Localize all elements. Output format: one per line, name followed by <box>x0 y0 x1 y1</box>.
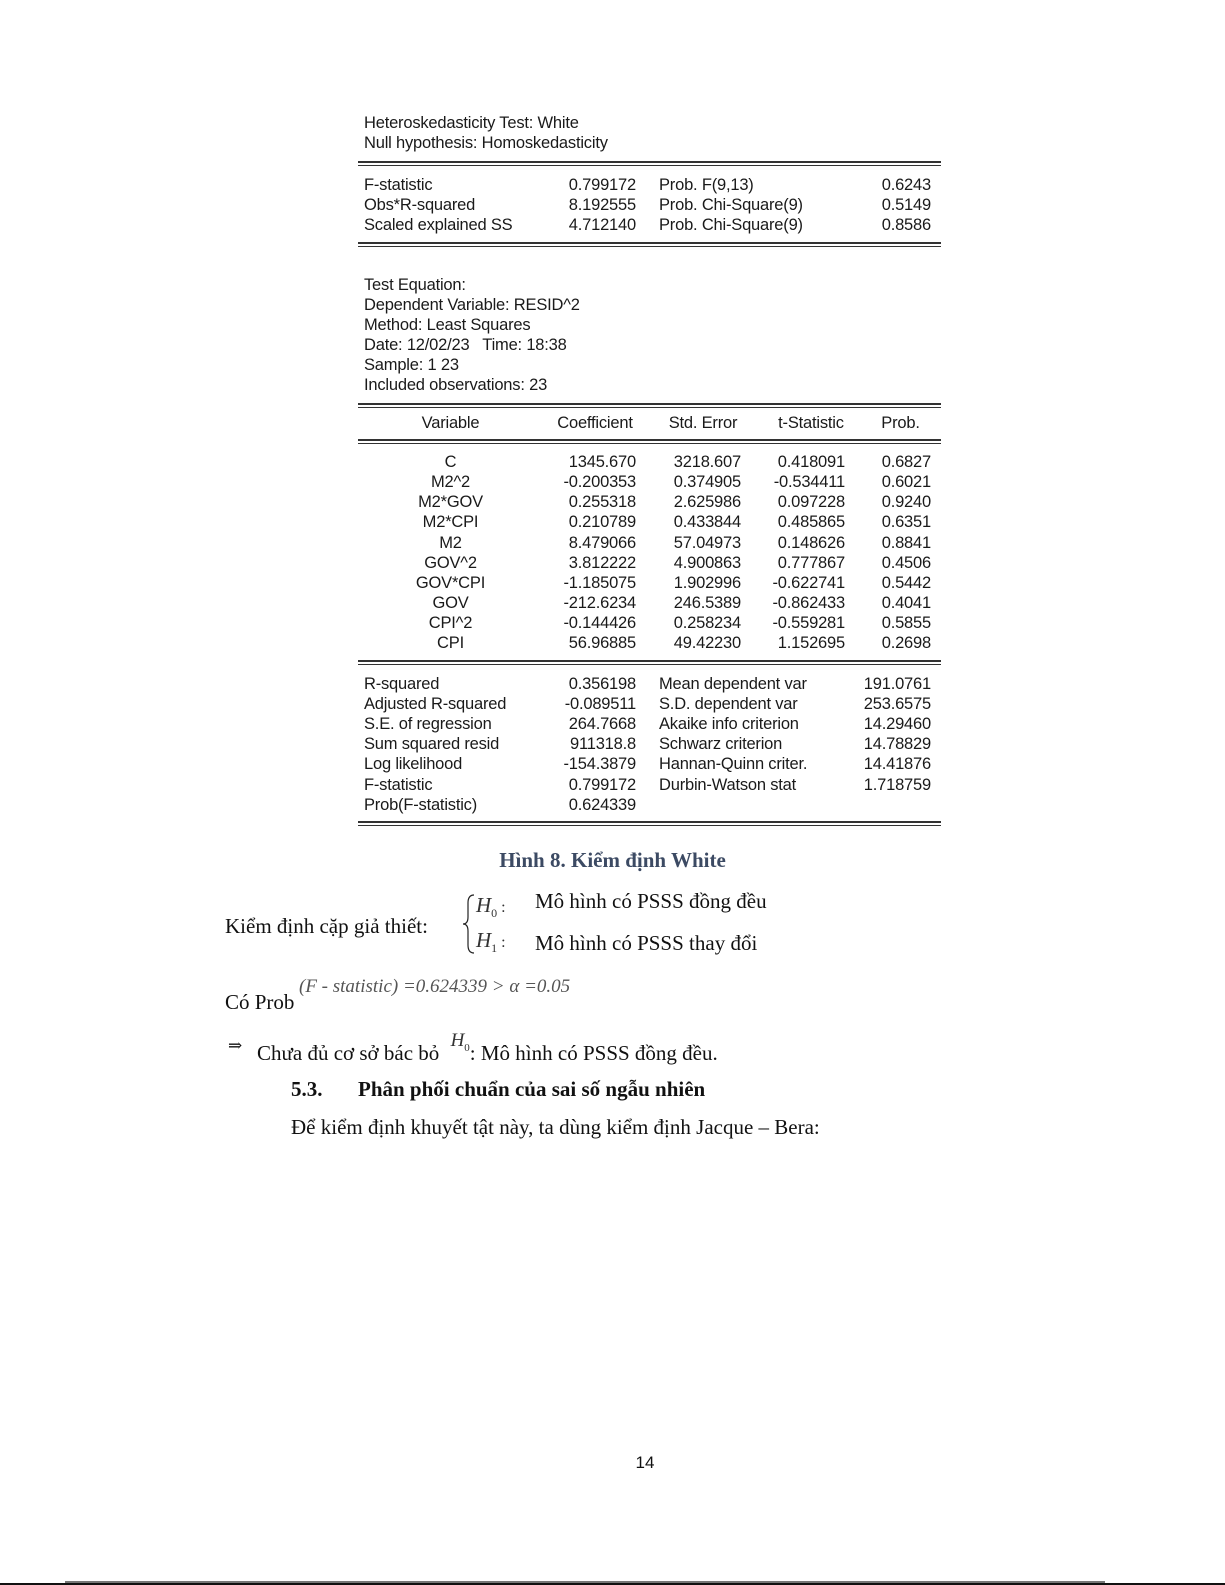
conclusion-line: Chưa đủ cơ sở bác bỏ $H_0$: Mô hình có PSSS đồng đều. <box>257 1030 718 1065</box>
table-row: M2*CPI 0.210789 0.433844 0.485865 0.6351 <box>422 513 931 532</box>
h0-text: Mô hình có PSSS đồng đều <box>535 889 767 913</box>
table-row: M2^2 -0.200353 0.374905 -0.534411 0.6021 <box>430 472 931 491</box>
table-row: C 1345.670 3218.607 0.418091 0.6827 <box>444 452 931 471</box>
rule-double <box>358 821 941 826</box>
equation-info: Test Equation: Dependent Variable: RESID^2 Method: Least Squares Date: 12/02/23 Time: 18:38 Sample: 1 23 Included observations: 23 <box>364 275 580 394</box>
table-row: M2*GOV 0.255318 2.625986 0.097228 0.9240 <box>418 493 931 512</box>
table-row: CPI 56.96885 49.42230 1.152695 0.2698 <box>437 634 931 653</box>
table-row: M2 8.479066 57.04973 0.148626 0.8841 <box>439 533 931 552</box>
prob-formula: (F - statistic) =0.624339 > α =0.05 <box>299 976 571 997</box>
section-title: Phân phối chuẩn của sai số ngẫu nhiên <box>358 1077 706 1101</box>
table-row: F-statistic 0.799172 Durbin-Watson stat 1.718759 <box>364 775 931 794</box>
null-hypothesis: Null hypothesis: Homoskedasticity <box>364 134 608 152</box>
section-body: Để kiểm định khuyết tật này, ta dùng kiểm định Jacque – Bera: <box>291 1115 820 1139</box>
implies-arrow-icon: ⇒ <box>228 1036 243 1055</box>
prob-prefix: Có Prob <box>225 990 295 1014</box>
eviews-white-test-output <box>358 113 941 826</box>
table-row: Obs*R-squared 8.192555 Prob. Chi-Square(9) 0.5149 <box>364 196 931 215</box>
table-row: GOV*CPI -1.185075 1.902996 -0.622741 0.5442 <box>415 573 931 592</box>
h1-label: $H_1$ : <box>476 928 506 956</box>
table-row: Log likelihood -154.3879 Hannan-Quinn criter. 14.41876 <box>364 755 931 774</box>
table-row: R-squared 0.356198 Mean dependent var 191.0761 <box>364 674 931 693</box>
test-title: Heteroskedasticity Test: White <box>364 114 579 132</box>
coefficient-table <box>358 452 941 654</box>
figure-caption: Hình 8. Kiểm định White <box>499 848 726 872</box>
table-row: CPI^2 -0.144426 0.258234 -0.559281 0.5855 <box>428 614 931 633</box>
section-number: 5.3. <box>291 1077 323 1101</box>
table-row: GOV^2 3.812222 4.900863 0.777867 0.4506 <box>424 553 931 572</box>
coef-table-header: Variable Coefficient Std. Error t-Statistic Prob. <box>421 413 920 432</box>
left-brace-icon <box>462 893 476 955</box>
h0-label: $H_0$ : <box>476 893 506 921</box>
h1-text: Mô hình có PSSS thay đổi <box>535 931 758 955</box>
table-row: Adjusted R-squared -0.089511 S.D. dependent var 253.6575 <box>364 694 931 713</box>
table-row: Sum squared resid 911318.8 Schwarz criterion 14.78829 <box>364 735 931 754</box>
table-row: S.E. of regression 264.7668 Akaike info criterion 14.29460 <box>364 715 931 733</box>
page-number: 14 <box>635 1453 655 1472</box>
table-row: Scaled explained SS 4.712140 Prob. Chi-Square(9) 0.8586 <box>364 216 931 235</box>
hypothesis-intro: Kiểm định cặp giả thiết: <box>225 914 428 938</box>
table-row: GOV -212.6234 246.5389 -0.862433 0.4041 <box>432 594 931 613</box>
regression-stats-table <box>358 674 941 815</box>
test-summary-table <box>358 175 941 236</box>
table-row: Prob(F-statistic) 0.624339 <box>364 795 636 814</box>
table-row: F-statistic 0.799172 Prob. F(9,13) 0.6243 <box>364 176 931 194</box>
